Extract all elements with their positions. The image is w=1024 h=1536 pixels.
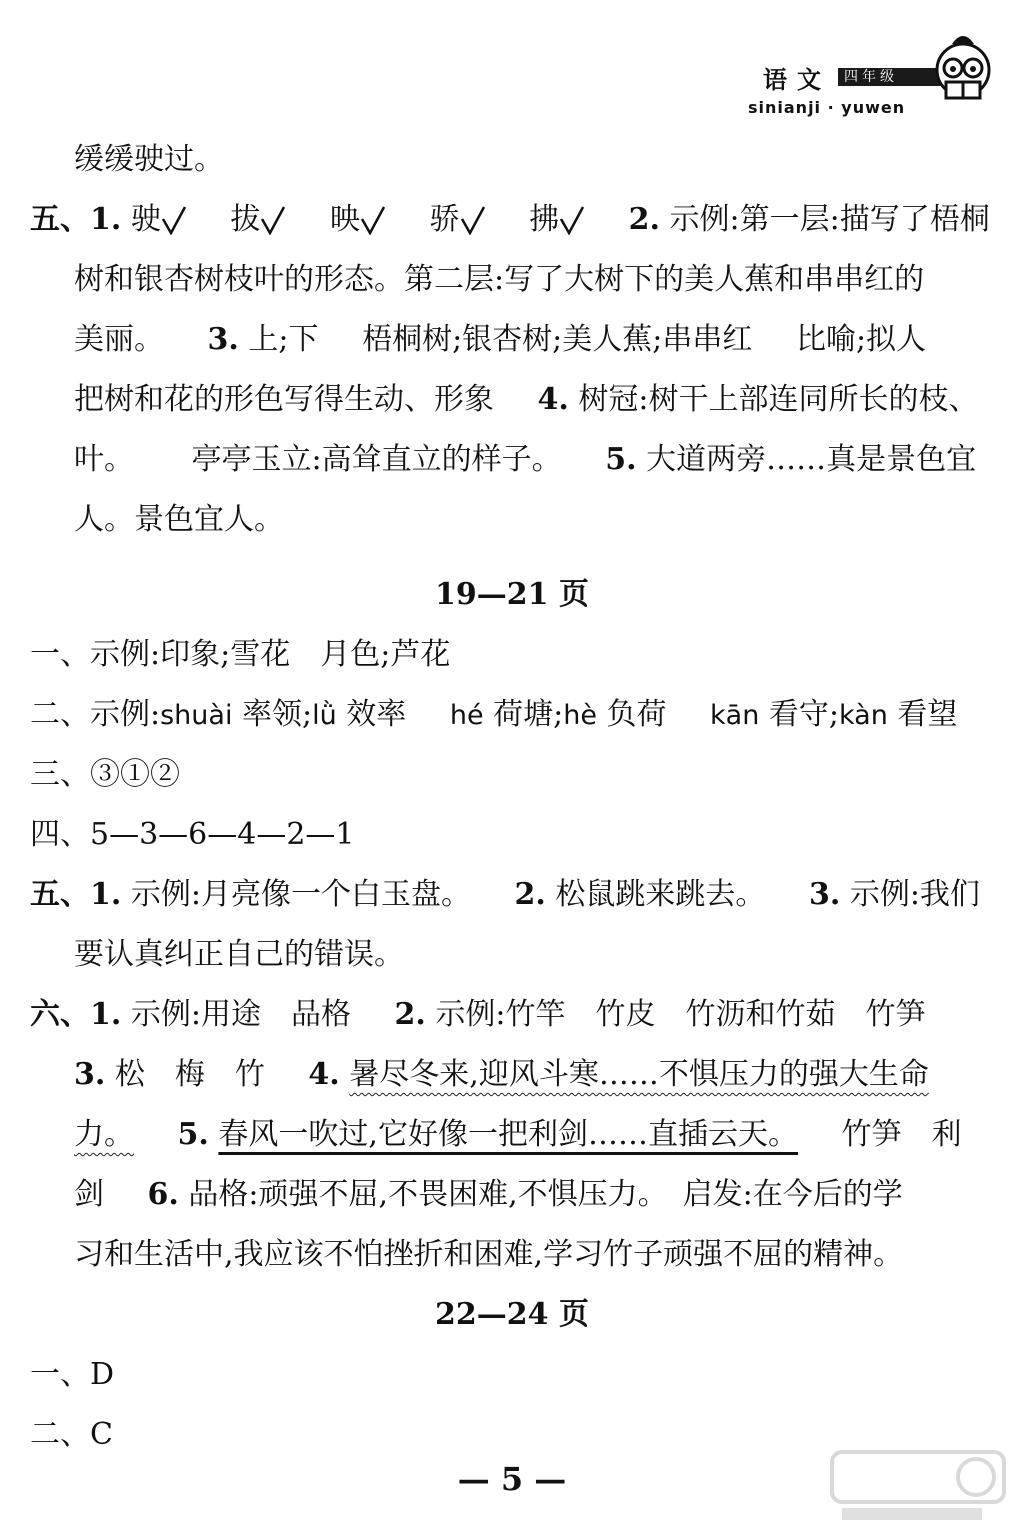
- grade-label: 四年级: [838, 68, 954, 86]
- pinyin: hè: [563, 700, 597, 731]
- answer-word: 负荷: [606, 697, 667, 732]
- question-number: 2.: [628, 202, 660, 237]
- question-number: 2.: [514, 877, 546, 912]
- text-line: 习和生活中,我应该不怕挫折和困难,学习竹子顽强不屈的精神。: [74, 1237, 904, 1272]
- answer-char: 骄: [429, 202, 460, 237]
- text-line-group: [0, 320, 1024, 360]
- text-line: 缓缓驶过。: [74, 142, 224, 177]
- answer-text: 松鼠跳来跳去。: [555, 877, 766, 912]
- answer-text: 亭亭玉立:高耸直立的样子。: [191, 442, 562, 477]
- underlined-quote: 暑尽冬来,迎风斗寒……不惧压力的强大生命: [349, 1057, 929, 1092]
- answer-text: 把树和花的形色写得生动、形象: [74, 382, 494, 417]
- section-6-line: [0, 1055, 1024, 1095]
- check-icon: [360, 205, 386, 235]
- answer-text: 梧桐树;银杏树;美人蕉;串串红: [362, 322, 753, 357]
- answer-text: 竹笋 利: [841, 1117, 962, 1152]
- text-line: 人。景色宜人。: [74, 502, 284, 537]
- section-6-line: [0, 995, 1024, 1035]
- underlined-quote: 春风一吹过,它好像一把利剑……直插云天。: [218, 1117, 798, 1152]
- underlined-quote: 力。: [74, 1117, 134, 1152]
- answer-word: 看守: [768, 697, 829, 732]
- pinyin: kān: [710, 700, 760, 731]
- text-line: 四、5—3—6—4—2—1: [30, 817, 355, 852]
- section-5-q1: [0, 200, 1024, 240]
- text-line: 三、③①②: [30, 757, 180, 792]
- text-line-group: [0, 380, 1024, 420]
- text-line: 树和银杏树枝叶的形态。第二层:写了大树下的美人蕉和串串红的: [74, 262, 925, 297]
- text-line: 一、D: [30, 1357, 115, 1392]
- question-number: 4.: [537, 382, 569, 417]
- answer-text: 松 梅 竹: [114, 1057, 265, 1092]
- answer-text: 示例:用途 品格: [130, 997, 351, 1032]
- answer-text: 上;下: [248, 322, 319, 357]
- question-number: 6.: [147, 1177, 179, 1212]
- question-number: 5.: [605, 442, 637, 477]
- answer-char: 映: [329, 202, 360, 237]
- text-line: 一、示例:印象;雪花 月色;芦花: [30, 637, 451, 672]
- answer-text: 大道两旁……真是景色宜: [646, 442, 977, 477]
- question-number: 4.: [308, 1057, 340, 1092]
- text-line: 二、C: [30, 1417, 113, 1452]
- answer-text: 树冠:树干上部连同所长的枝、: [578, 382, 979, 417]
- subject-pinyin: sinianji · yuwen: [748, 98, 906, 117]
- page-header: [718, 30, 998, 120]
- pinyin: hé: [449, 700, 484, 731]
- answer-text: 示例:月亮像一个白玉盘。: [130, 877, 471, 912]
- answer-text: 示例:竹竿 竹皮 竹沥和竹茹 竹笋: [435, 997, 926, 1032]
- answer-char: 驶: [130, 202, 161, 237]
- section-2-line: 二、示例:shuài 率领;lǜ 效率 hé 荷塘;hè 负荷 kān 看守;kàn 看望: [30, 697, 958, 732]
- question-number: 5.: [177, 1117, 209, 1152]
- mascot-icon: [928, 30, 998, 102]
- check-icon: [260, 205, 286, 235]
- answer-text: 比喻;拟人: [795, 322, 927, 357]
- question-label: 五、1.: [30, 877, 122, 912]
- answer-word: 效率: [346, 697, 407, 732]
- answer-text: 剑: [74, 1177, 104, 1212]
- section-6-line: [0, 1115, 1024, 1155]
- watermark-logo: [828, 1446, 1008, 1526]
- question-label: 五、1.: [30, 202, 122, 237]
- page-number: — 5 —: [457, 1460, 567, 1498]
- answer-char: 拂: [529, 202, 560, 237]
- question-number: 2.: [394, 997, 426, 1032]
- answer-text: 二、示例:: [30, 697, 161, 732]
- answer-word: 荷塘: [493, 697, 554, 732]
- section-heading: 22—24 页: [435, 1297, 589, 1332]
- check-icon: [559, 205, 585, 235]
- question-number: 3.: [207, 322, 239, 357]
- check-icon: [161, 205, 187, 235]
- subject-title: 语文: [763, 66, 831, 94]
- answer-text: 品格:顽强不屈,不畏困难,不惧压力。 启发:在今后的学: [188, 1177, 903, 1212]
- text-line-group: [0, 440, 1024, 480]
- section-6-line: [0, 1175, 1024, 1215]
- section-5-line: [0, 875, 1024, 915]
- answer-text: 示例:我们: [849, 877, 980, 912]
- check-icon: [460, 205, 486, 235]
- section-heading: 19—21 页: [435, 577, 589, 612]
- question-label: 六、1.: [30, 997, 122, 1032]
- question-number: 3.: [74, 1057, 106, 1092]
- answer-text: 美丽。: [74, 322, 164, 357]
- pinyin: kàn: [839, 700, 888, 731]
- answer-word: 看望: [897, 697, 958, 732]
- answer-text: 示例:第一层:描写了梧桐: [669, 202, 990, 237]
- pinyin: lǜ: [312, 700, 337, 731]
- answer-char: 拔: [230, 202, 261, 237]
- pinyin: shuài: [160, 700, 233, 731]
- answer-text: 叶。: [74, 442, 134, 477]
- question-number: 3.: [808, 877, 841, 912]
- answer-word: 率领: [242, 697, 302, 732]
- text-line: 要认真纠正自己的错误。: [74, 937, 404, 972]
